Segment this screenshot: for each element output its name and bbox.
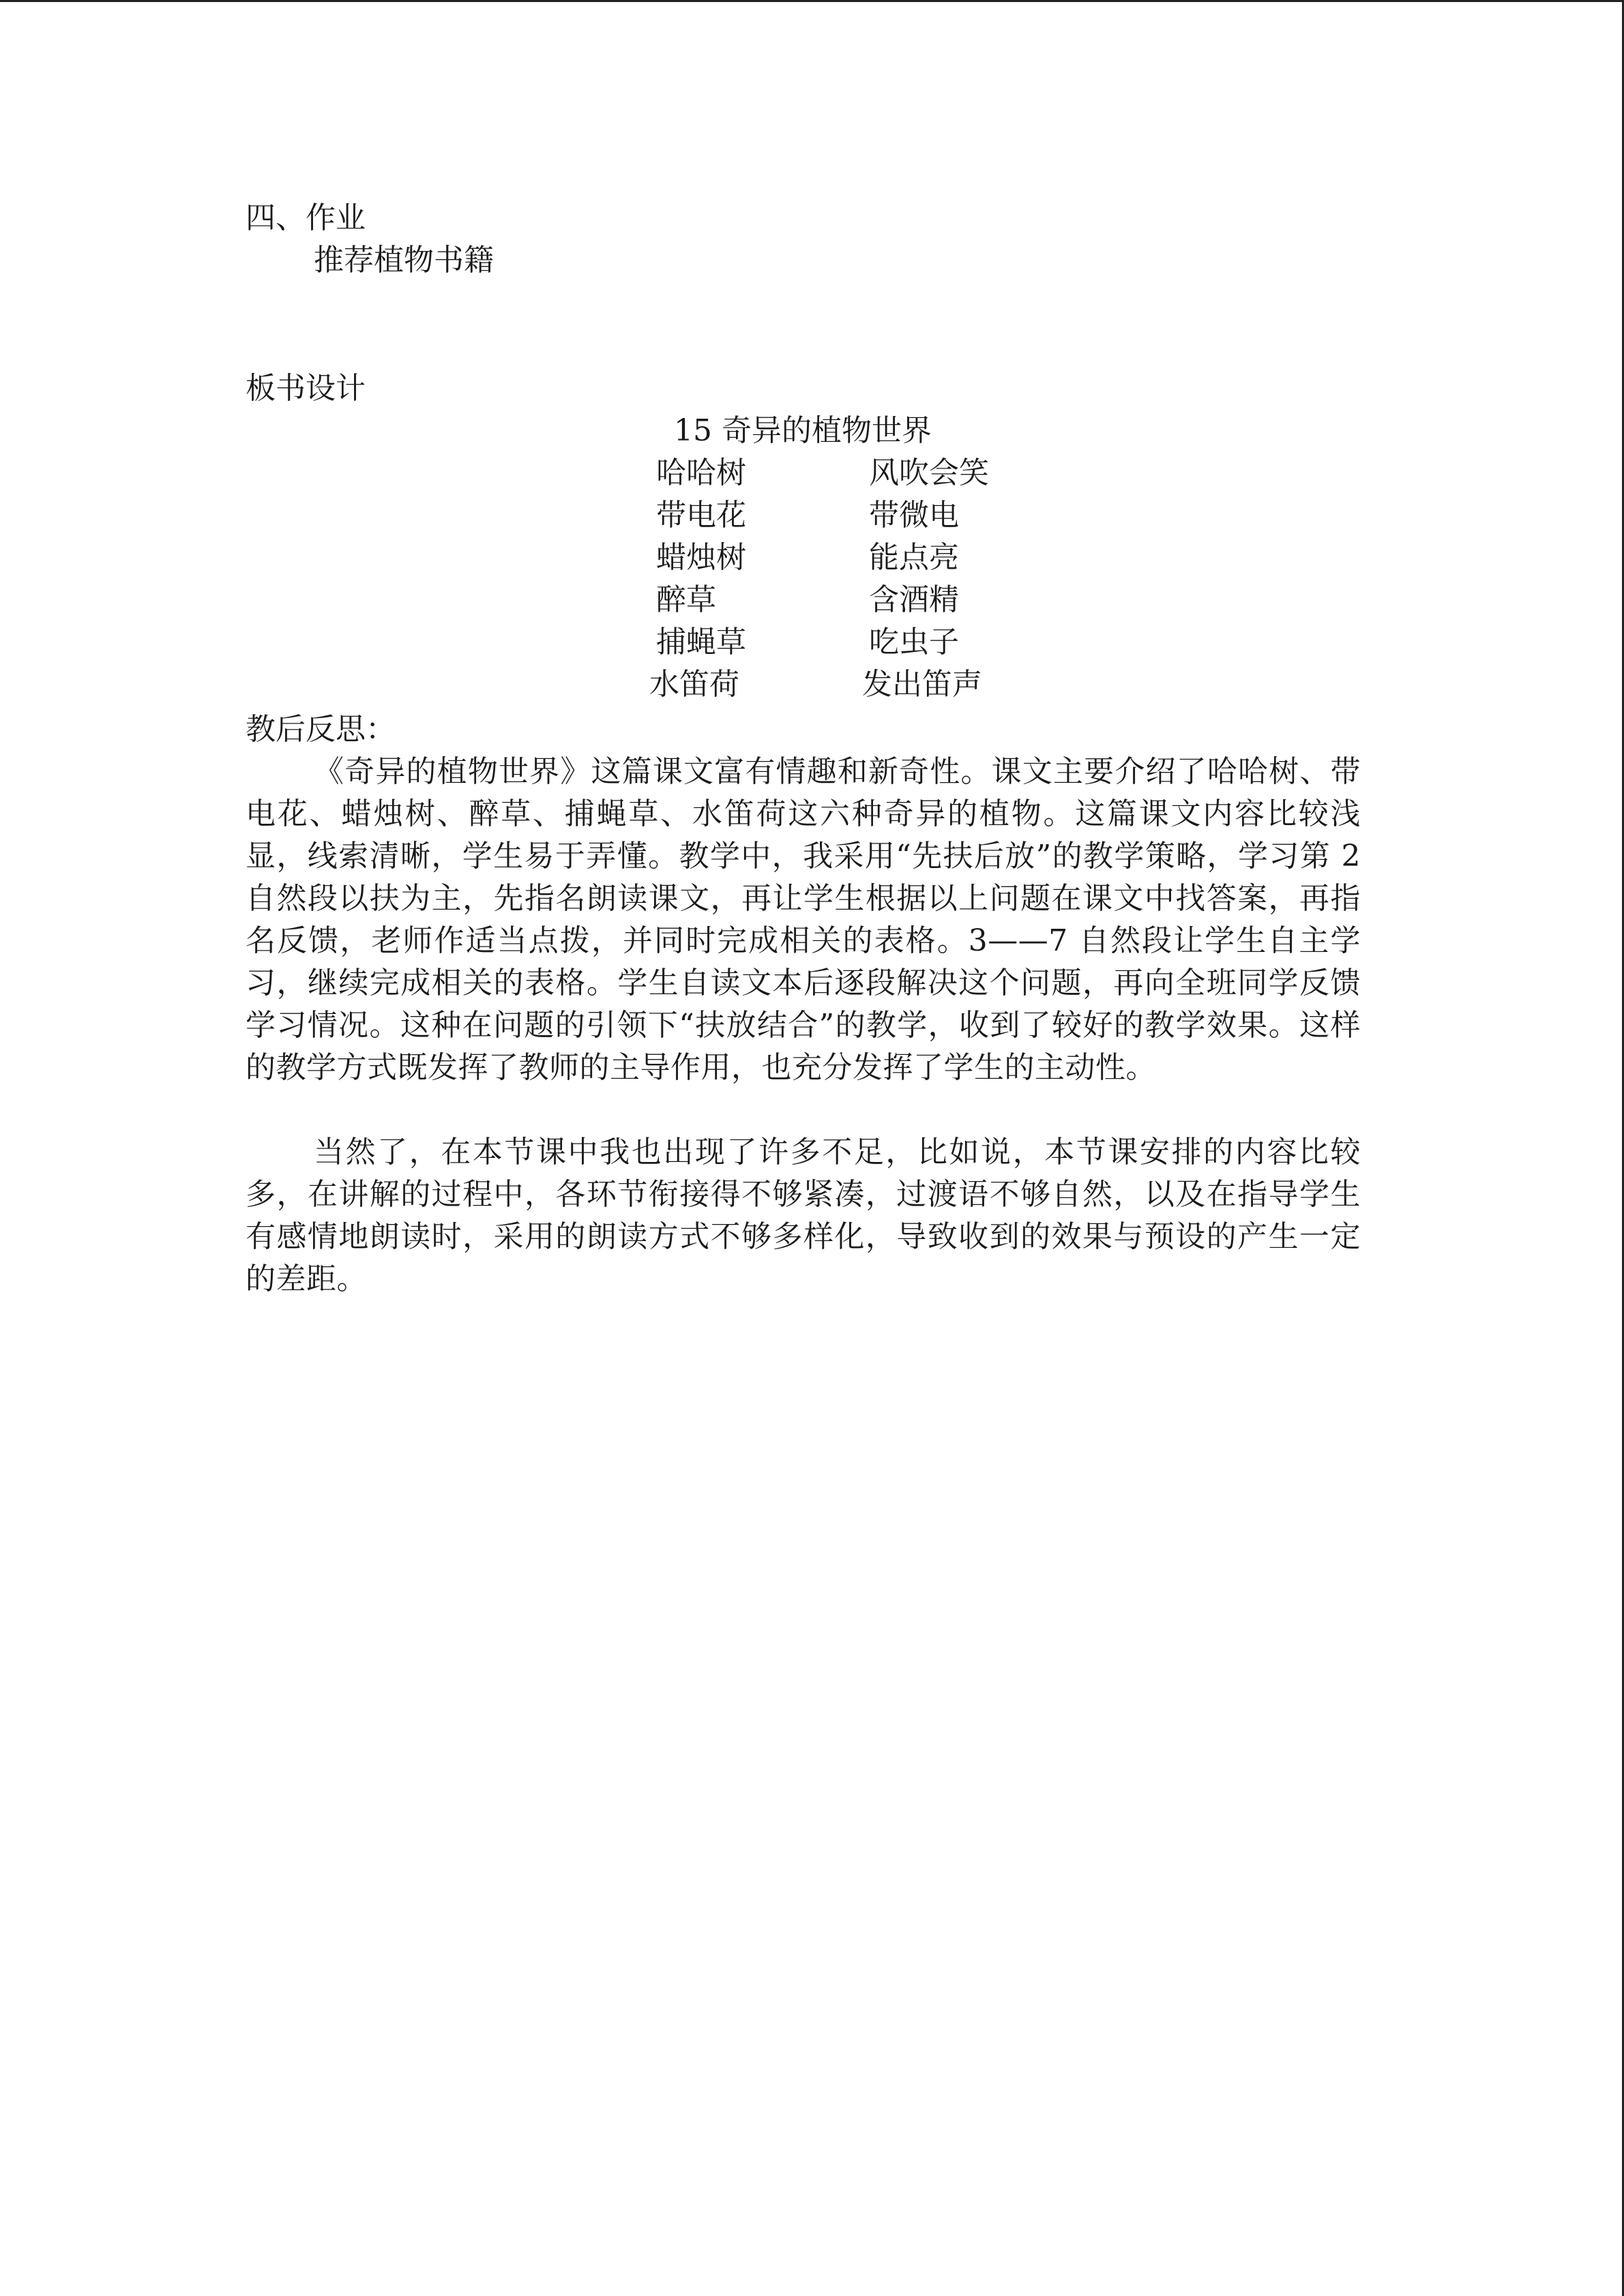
- page-top-border: [0, 0, 1624, 2]
- board-trait: 风吹会笑: [869, 456, 989, 490]
- board-trait: 吃虫子: [869, 625, 959, 659]
- board-design-heading: 板书设计: [246, 371, 366, 406]
- board-trait: 能点亮: [869, 540, 959, 575]
- homework-content: 推荐植物书籍: [314, 243, 494, 278]
- board-plant: 蜡烛树: [656, 540, 746, 575]
- homework-heading: 四、作业: [246, 200, 366, 235]
- board-plant: 捕蝇草: [656, 625, 746, 659]
- board-plant: 哈哈树: [656, 456, 746, 490]
- reflection-paragraph: 《奇异的植物世界》这篇课文富有情趣和新奇性。课文主要介绍了哈哈树、带电花、蜡烛树、醉草、捕蝇草、水笛荷这六种奇异的植物。这篇课文内容比较浅显，线索清晰，学生易于弄懂。教学中，我采用“先扶后放”的教学策略，学习第 2 自然段以扶为主，先指名朗读课文，再让学生根据以上问题在课文中找答案，再指名反馈，老师作适当点拨，并同时完成相关的表格。3——7 自然段让学生自主学习，继续完成相关的表格。学生自读文本后逐段解决这个问题，再向全班同学反馈学习情况。这种在问题的引领下“扶放结合”的教学，收到了较好的教学效果。这样的教学方式既发挥了教师的主导作用，也充分发挥了学生的主动性。: [246, 754, 1361, 1085]
- board-plant: 水笛荷: [649, 667, 739, 702]
- board-design-title: 15 奇异的植物世界: [674, 413, 932, 448]
- board-trait: 含酒精: [869, 582, 959, 617]
- board-plant: 醉草: [656, 582, 716, 617]
- board-trait: 带微电: [869, 498, 959, 533]
- board-plant: 带电花: [656, 498, 746, 533]
- reflection-paragraph: 当然了，在本节课中我也出现了许多不足，比如说，本节课安排的内容比较多，在讲解的过程中，各环节衔接得不够紧凑，过渡语不够自然，以及在指导学生有感情地朗读时，采用的朗读方式不够多样化，导致收到的效果与预设的产生一定的差距。: [246, 1135, 1361, 1296]
- reflection-heading: 教后反思：: [246, 712, 396, 747]
- board-trait: 发出笛声: [862, 667, 982, 702]
